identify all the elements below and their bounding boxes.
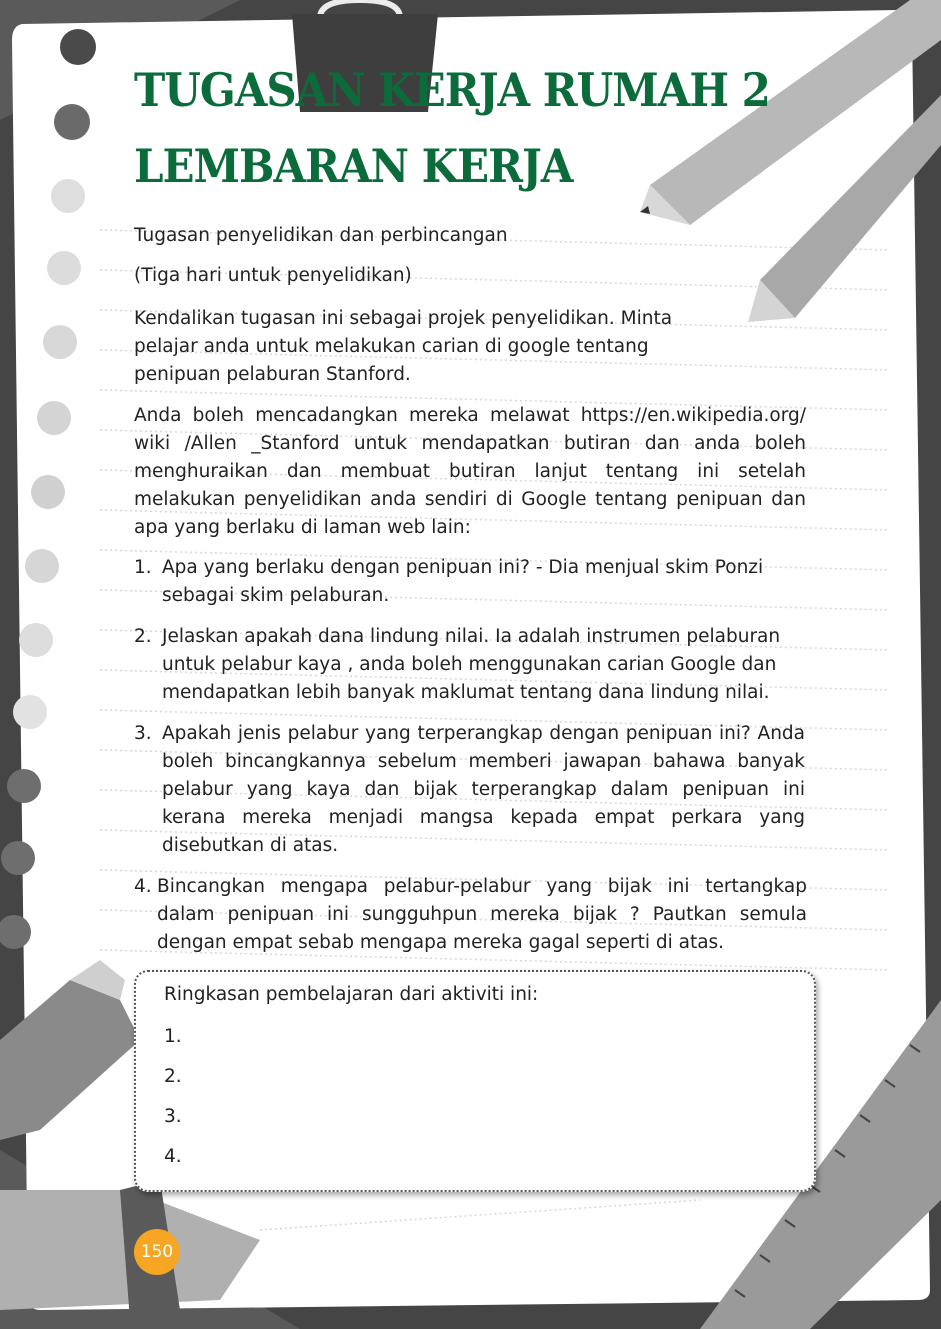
list-item bbox=[134, 873, 814, 963]
list-item bbox=[134, 554, 814, 614]
list-item-number: 2. bbox=[134, 626, 152, 647]
list-item-text: Jelaskan apakah dana lindung nilai. Ia adalah instrumen pelaburan untuk pelabur kaya , anda boleh menggunakan carian Google dan mendapatkan lebih banyak maklumat tentang dana lindung nilai. bbox=[162, 626, 781, 703]
intro-duration: (Tiga hari untuk penyelidikan) bbox=[134, 265, 412, 286]
page-number-badge: 150 bbox=[134, 1229, 180, 1275]
list-item-number: 3. bbox=[134, 723, 152, 744]
list-item-text: Apa yang berlaku dengan penipuan ini? - Dia menjual skim Ponzi sebagai skim pelaburan. bbox=[162, 557, 764, 606]
instruction-paragraph: Kendalikan tugasan ini sebagai projek penyelidikan. Minta pelajar anda untuk melakukan carian di google tentang penipuan pelaburan Stanford. bbox=[134, 308, 673, 385]
suggestion-paragraph: Anda boleh mencadangkan mereka melawat https://en.wikipedia.org/ wiki /Allen _Stanford untuk mendapatkan butiran dan anda boleh menghuraikan dan membuat butiran lanjut tentang ini setelah melakukan penyelidikan anda sendiri di Google tentang penipuan dan apa yang berlaku di laman web lain: bbox=[134, 405, 806, 538]
list-item bbox=[134, 720, 814, 860]
list-item-text: Apakah jenis pelabur yang terperangkap dengan penipuan ini? Anda boleh bincangkannya sebelum memberi jawapan bahawa banyak pelabur yang kaya dan bijak terperangkap dalam penipuan ini kerana mereka menjadi mangsa kepada empat perkara yang disebutkan di atas. bbox=[162, 723, 805, 856]
summary-item-number: 4. bbox=[164, 1146, 182, 1167]
list-item-number: 4. bbox=[134, 876, 152, 897]
summary-item-number: 2. bbox=[164, 1066, 182, 1087]
intro-task-type: Tugasan penyelidikan dan perbincangan bbox=[134, 225, 508, 246]
summary-item-number: 3. bbox=[164, 1106, 182, 1127]
summary-item-number: 1. bbox=[164, 1026, 182, 1047]
list-item bbox=[134, 623, 824, 713]
list-item-number: 1. bbox=[134, 557, 152, 578]
summary-title: Ringkasan pembelajaran dari aktiviti ini: bbox=[164, 984, 539, 1005]
page-title: TUGASAN KERJA RUMAH 2 bbox=[134, 64, 770, 117]
summary-box bbox=[134, 970, 816, 1192]
list-item-text: Bincangkan mengapa pelabur-pelabur yang bijak ini tertangkap dalam penipuan ini sungguhpun mereka bijak ? Pautkan semula dengan empat sebab mengapa mereka gagal seperti di atas. bbox=[157, 876, 807, 953]
page-subtitle: LEMBARAN KERJA bbox=[134, 140, 573, 193]
